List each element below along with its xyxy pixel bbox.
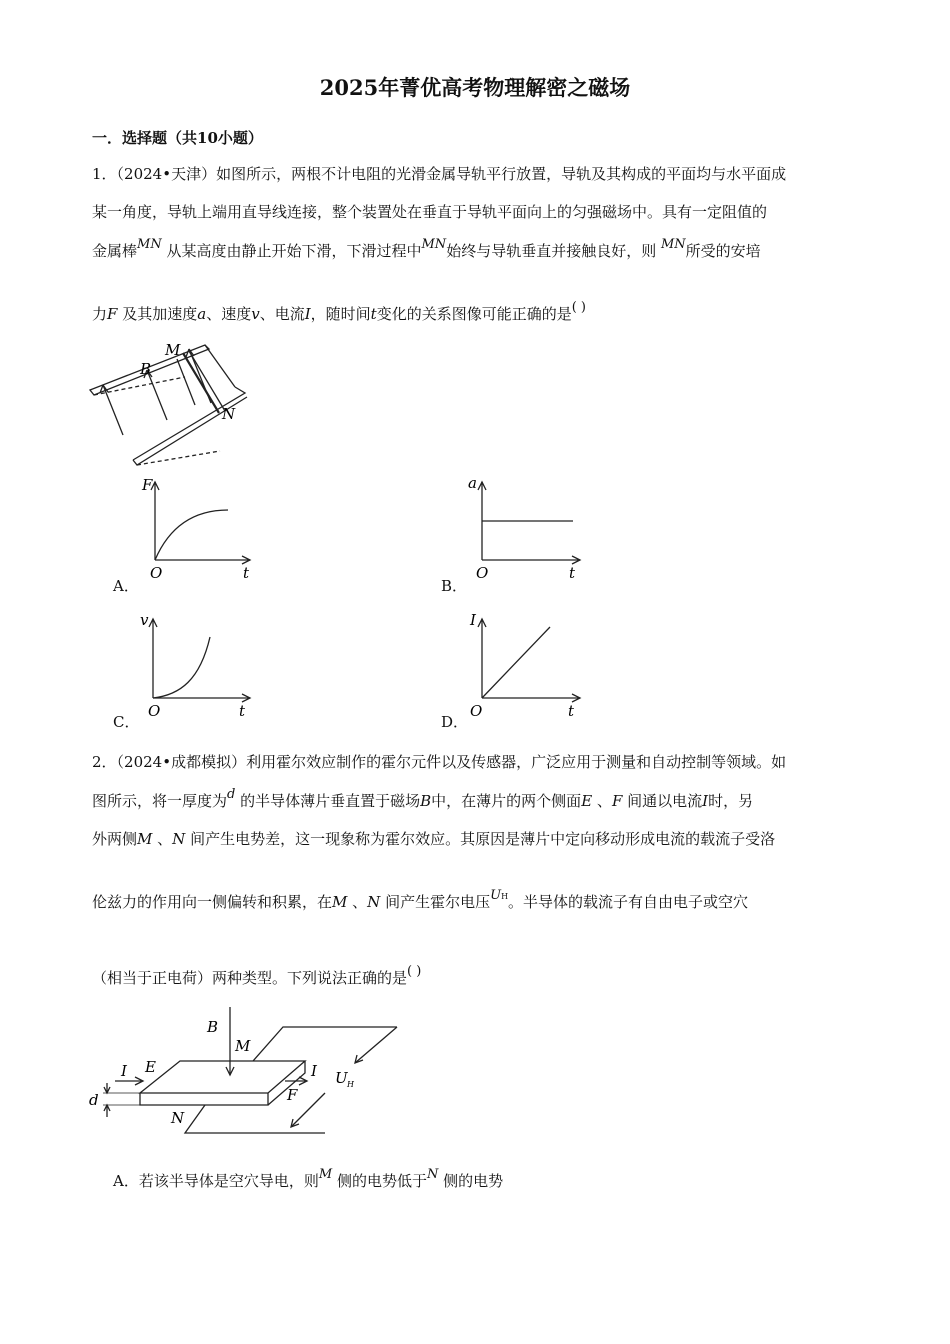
svg-text:t: t	[239, 702, 246, 720]
q1-line1: 1．（2024•天津）如图所示，两根不计电阻的光滑金属导轨平行放置，导轨及其构成的平面均与水平面成	[92, 165, 787, 183]
svg-text:I: I	[311, 1062, 317, 1080]
option-a-label[interactable]: A．	[113, 577, 139, 595]
q2-line2: 图所示，将一厚度为d 的半导体薄片垂直置于磁场B中，在薄片的两个侧面E 、F 间通以电流I时，另	[92, 787, 754, 810]
svg-text:M: M	[165, 341, 181, 359]
svg-text:O: O	[470, 702, 483, 720]
svg-text:t: t	[569, 564, 576, 582]
svg-text:I: I	[470, 611, 476, 629]
svg-text:v: v	[140, 611, 149, 629]
svg-text:I: I	[121, 1062, 127, 1080]
q1-line3: 金属棒MN 从某高度由静止开始下滑，下滑过程中MN始终与导轨垂直并接触良好，则 MN所受的安培	[92, 237, 761, 260]
answer-bracket: ( )	[407, 964, 422, 979]
q1-line4: 力F 及其加速度a、速度v、电流I，随时间t变化的关系图像可能正确的是( )	[92, 300, 586, 323]
answer-bracket: ( )	[571, 300, 586, 315]
svg-text:N: N	[171, 1109, 185, 1127]
svg-text:B: B	[207, 1018, 219, 1036]
svg-text:a: a	[468, 474, 477, 492]
svg-text:B: B	[140, 360, 152, 378]
q2-line4: 伦兹力的作用向一侧偏转和积累，在M 、N 间产生霍尔电压$U^H$。半导体的载流子有自由电子或空穴	[92, 888, 749, 911]
q1-line2: 某一角度，导轨上端用直导线连接，整个装置处在垂直于导轨平面向上的匀强磁场中。具有一定阻值的	[92, 203, 768, 221]
option-c-label[interactable]: C．	[113, 713, 140, 731]
section-heading: 一．选择题（共10小题）	[92, 129, 263, 147]
svg-text:N: N	[222, 405, 236, 423]
svg-text:F: F	[287, 1086, 298, 1104]
q2-hall-figure	[85, 1005, 415, 1140]
q1-rail-figure	[85, 335, 255, 475]
svg-text:F: F	[142, 476, 153, 494]
q2-line1: 2．（2024•成都模拟）利用霍尔效应制作的霍尔元件以及传感器，广泛应用于测量和自动控制等领域。如	[92, 753, 787, 771]
page-title: 2025年菁优高考物理解密之磁场	[319, 75, 631, 100]
svg-text:t: t	[243, 564, 250, 582]
option-b-label[interactable]: B．	[441, 577, 468, 595]
svg-text:d: d	[89, 1091, 99, 1109]
svg-text:H: H	[347, 1080, 354, 1089]
q2-line3: 外两侧M 、N 间产生电势差，这一现象称为霍尔效应。其原因是薄片中定向移动形成电流的载流子受洛	[92, 830, 776, 848]
svg-text:O: O	[148, 702, 161, 720]
svg-text:M: M	[235, 1037, 251, 1055]
q2-line5: （相当于正电荷）两种类型。下列说法正确的是( )	[92, 964, 422, 987]
var-MN: MN	[137, 237, 162, 252]
svg-text:t: t	[568, 702, 575, 720]
svg-text:O: O	[476, 564, 489, 582]
svg-text:O: O	[150, 564, 163, 582]
svg-text:E: E	[145, 1058, 156, 1076]
q2-option-a[interactable]: A．若该半导体是空穴导电，则M 侧的电势低于N 侧的电势	[113, 1167, 504, 1190]
svg-text:U: U	[335, 1069, 348, 1087]
option-d-label[interactable]: D．	[441, 713, 469, 731]
